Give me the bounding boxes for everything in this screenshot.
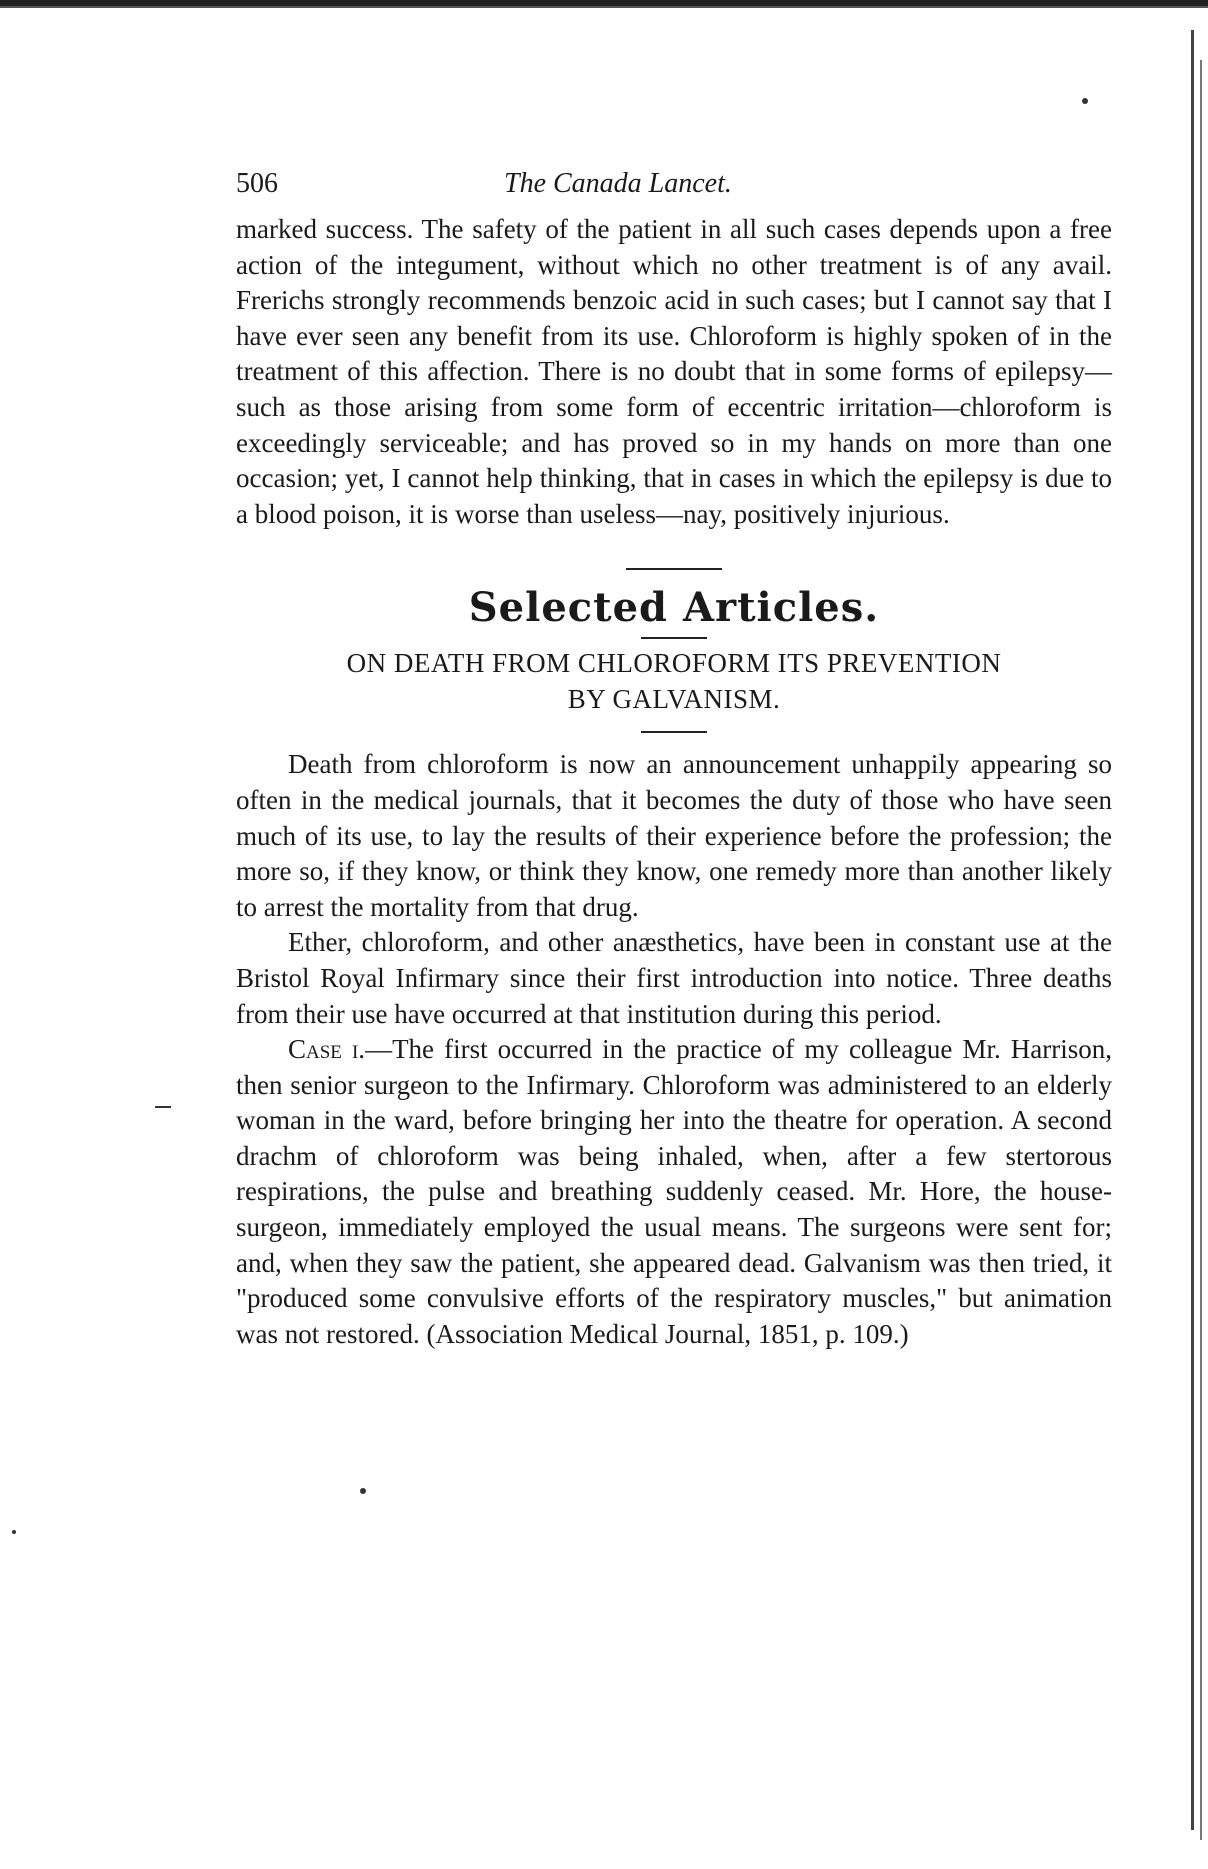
journal-name: The Canada Lancet.	[504, 168, 732, 199]
scan-edge-top	[0, 0, 1208, 14]
scan-speck	[1082, 98, 1088, 104]
scan-speck	[360, 1488, 366, 1494]
scan-edge-right-inner	[1200, 60, 1202, 1840]
section-divider	[626, 568, 722, 570]
page-content	[236, 168, 1112, 1352]
case-label: Case i.	[288, 1034, 366, 1065]
heading-rule	[641, 637, 707, 639]
paragraph-continued: marked success. The safety of the patient in all such cases depends upon a free action of the integument, without which no other treatment is of any avail. Frerichs strongly recommends benzoic acid in such cases; but I cannot say that I have ever seen any benefit from its use. Chloroform is highly spoken of in the treatment of this affection. There is no doubt that in some forms of epilepsy—such as those arising from some form of eccentric irritation—chloroform is exceedingly serviceable; and has proved so in my hands on more than one occasion; yet, I cannot help thinking, that in cases in which the epilepsy is due to a blood poison, it is worse than useless—nay, positively injurious.	[236, 214, 1112, 529]
scan-mark	[155, 1106, 171, 1108]
paragraph-case-1	[236, 1032, 1112, 1352]
section-heading: Selected Articles.	[468, 584, 880, 632]
scan-speck	[12, 1530, 16, 1534]
title-rule	[641, 731, 707, 733]
paragraph-intro: Death from chloroform is now an announcement unhappily appearing so often in the medical journals, that it becomes the duty of those who have seen much of its use, to lay the results of their experience before the profession; the more so, if they know, or think they know, one remedy more than another likely to arrest the mortality from that drug.	[236, 749, 1112, 922]
scan-edge-right	[1191, 30, 1194, 1830]
paragraph-infirmary: Ether, chloroform, and other anæsthetics, have been in constant use at the Bristol Royal Infirmary since their first introduction into notice. Three deaths from their use have occurred at that institution during this period.	[236, 927, 1112, 1029]
case-1-text: —The first occurred in the practice of my colleague Mr. Harrison, then senior surgeon to the Infirmary. Chloroform was administered to an elderly woman in the ward, before bringing her into the theatre for operation. A second drachm of chloroform was being inhaled, when, after a few stertorous respirations, the pulse and breathing suddenly ceased. Mr. Hore, the house-surgeon, immediately employed the usual means. The surgeons were sent for; and, when they saw the patient, she appeared dead. Galvanism was then tried, it "produced some convulsive efforts of the respiratory muscles," but animation was not restored. (Association Medical Journal, 1851, p. 109.)	[236, 1034, 1113, 1349]
article-title	[236, 645, 1112, 717]
article-title-line-2: BY GALVANISM.	[567, 684, 781, 715]
page-number: 506	[236, 168, 278, 199]
article-title-line-1: ON DEATH FROM CHLOROFORM ITS PREVENTION	[346, 648, 1002, 679]
running-head	[236, 168, 1112, 212]
